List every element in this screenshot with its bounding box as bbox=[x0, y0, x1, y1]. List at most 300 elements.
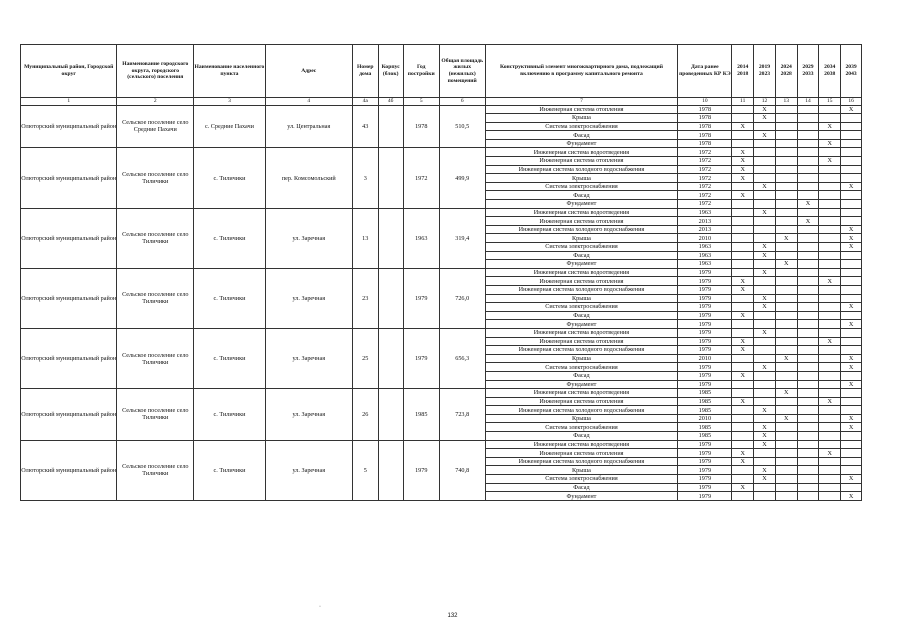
col-number: 12 bbox=[754, 98, 776, 106]
build-year-cell: 1972 bbox=[403, 148, 439, 208]
build-year-cell: 1979 bbox=[403, 440, 439, 500]
period-mark-cell: X bbox=[841, 363, 862, 372]
period-mark-cell bbox=[732, 260, 754, 269]
col-number: 10 bbox=[678, 98, 732, 106]
prev-repair-date-cell: 1972 bbox=[678, 200, 732, 209]
period-mark-cell bbox=[797, 449, 819, 458]
period-mark-cell bbox=[819, 251, 841, 260]
district-cell: Олюторский муниципальный район bbox=[21, 389, 117, 441]
period-mark-cell: X bbox=[841, 380, 862, 389]
period-mark-cell bbox=[775, 311, 797, 320]
area-cell: 723,8 bbox=[439, 389, 485, 441]
period-mark-cell bbox=[797, 243, 819, 252]
period-mark-cell bbox=[732, 200, 754, 209]
period-mark-cell: X bbox=[732, 277, 754, 286]
col-header-address: Адрес bbox=[265, 45, 352, 98]
col-number: 16 bbox=[841, 98, 862, 106]
col-header-period-1: 2014 2018 bbox=[732, 45, 754, 98]
col-number: 4б bbox=[378, 98, 403, 106]
period-mark-cell bbox=[819, 260, 841, 269]
period-mark-cell bbox=[797, 406, 819, 415]
period-mark-cell: X bbox=[754, 208, 776, 217]
period-mark-cell bbox=[797, 380, 819, 389]
prev-repair-date-cell: 1978 bbox=[678, 114, 732, 123]
period-mark-cell bbox=[732, 105, 754, 114]
period-mark-cell bbox=[797, 277, 819, 286]
element-cell: Инженерная система холодного водоснабжения bbox=[485, 406, 678, 415]
period-mark-cell bbox=[841, 139, 862, 148]
period-mark-cell: X bbox=[841, 320, 862, 329]
period-mark-cell bbox=[841, 208, 862, 217]
prev-repair-date-cell: 1963 bbox=[678, 260, 732, 269]
period-mark-cell bbox=[797, 260, 819, 269]
period-mark-cell bbox=[732, 182, 754, 191]
col-header-block: Корпус (блок) bbox=[378, 45, 403, 98]
period-mark-cell: X bbox=[775, 234, 797, 243]
period-mark-cell bbox=[819, 466, 841, 475]
col-header-area: Общая площадь жилых (нежилых) помещений bbox=[439, 45, 485, 98]
period-mark-cell bbox=[841, 397, 862, 406]
period-mark-cell bbox=[775, 440, 797, 449]
element-cell: Система электроснабжения bbox=[485, 122, 678, 131]
period-mark-cell bbox=[775, 191, 797, 200]
period-mark-cell bbox=[797, 346, 819, 355]
prev-repair-date-cell: 1979 bbox=[678, 371, 732, 380]
period-mark-cell: X bbox=[797, 217, 819, 226]
period-mark-cell bbox=[775, 406, 797, 415]
element-cell: Крыша bbox=[485, 174, 678, 183]
period-mark-cell bbox=[819, 311, 841, 320]
period-mark-cell bbox=[775, 277, 797, 286]
prev-repair-date-cell: 1979 bbox=[678, 483, 732, 492]
period-mark-cell bbox=[754, 354, 776, 363]
prev-repair-date-cell: 1972 bbox=[678, 182, 732, 191]
element-cell: Инженерная система водоотведения bbox=[485, 328, 678, 337]
col-header-prev-date: Дата ранее проведенных КР КЭ bbox=[678, 45, 732, 98]
period-mark-cell bbox=[819, 234, 841, 243]
period-mark-cell bbox=[754, 260, 776, 269]
period-mark-cell bbox=[775, 423, 797, 432]
prev-repair-date-cell: 1972 bbox=[678, 157, 732, 166]
period-mark-cell bbox=[732, 440, 754, 449]
period-mark-cell: X bbox=[841, 243, 862, 252]
address-cell: ул. Центральная bbox=[265, 105, 352, 148]
element-cell: Система электроснабжения bbox=[485, 243, 678, 252]
period-mark-cell bbox=[841, 191, 862, 200]
period-mark-cell bbox=[819, 440, 841, 449]
locality-cell: с. Тиличики bbox=[194, 208, 266, 268]
prev-repair-date-cell: 2013 bbox=[678, 217, 732, 226]
period-mark-cell: X bbox=[732, 483, 754, 492]
period-mark-cell bbox=[775, 492, 797, 501]
locality-cell: с. Тиличики bbox=[194, 440, 266, 500]
period-mark-cell bbox=[754, 285, 776, 294]
period-mark-cell bbox=[841, 371, 862, 380]
block-cell bbox=[378, 148, 403, 208]
period-mark-cell bbox=[841, 294, 862, 303]
prev-repair-date-cell: 1979 bbox=[678, 294, 732, 303]
period-mark-cell bbox=[797, 285, 819, 294]
prev-repair-date-cell: 1979 bbox=[678, 337, 732, 346]
period-mark-cell bbox=[775, 320, 797, 329]
period-mark-cell: X bbox=[754, 243, 776, 252]
period-mark-cell: X bbox=[819, 122, 841, 131]
period-mark-cell bbox=[841, 389, 862, 398]
block-cell bbox=[378, 208, 403, 268]
repair-program-table bbox=[20, 44, 862, 501]
period-mark-cell bbox=[775, 217, 797, 226]
period-mark-cell: X bbox=[754, 114, 776, 123]
prev-repair-date-cell: 1979 bbox=[678, 328, 732, 337]
table-row bbox=[21, 440, 862, 449]
period-mark-cell bbox=[819, 191, 841, 200]
period-mark-cell: X bbox=[754, 294, 776, 303]
period-mark-cell bbox=[732, 492, 754, 501]
period-mark-cell bbox=[841, 165, 862, 174]
period-mark-cell bbox=[754, 191, 776, 200]
element-cell: Инженерная система отопления bbox=[485, 105, 678, 114]
element-cell: Фасад bbox=[485, 311, 678, 320]
table-row bbox=[21, 105, 862, 114]
period-mark-cell bbox=[732, 251, 754, 260]
period-mark-cell bbox=[732, 294, 754, 303]
element-cell: Фундамент bbox=[485, 260, 678, 269]
period-mark-cell: X bbox=[732, 337, 754, 346]
element-cell: Инженерная система отопления bbox=[485, 397, 678, 406]
period-mark-cell bbox=[819, 208, 841, 217]
period-mark-cell bbox=[819, 320, 841, 329]
period-mark-cell bbox=[819, 457, 841, 466]
period-mark-cell bbox=[775, 483, 797, 492]
period-mark-cell bbox=[775, 346, 797, 355]
period-mark-cell bbox=[775, 174, 797, 183]
period-mark-cell: X bbox=[775, 354, 797, 363]
period-mark-cell bbox=[841, 483, 862, 492]
period-mark-cell bbox=[819, 217, 841, 226]
period-mark-cell bbox=[797, 389, 819, 398]
block-cell bbox=[378, 328, 403, 388]
period-mark-cell bbox=[775, 303, 797, 312]
col-header-year: Год постройки bbox=[403, 45, 439, 98]
area-cell: 740,8 bbox=[439, 440, 485, 500]
district-cell: Олюторский муниципальный район bbox=[21, 105, 117, 148]
period-mark-cell: X bbox=[754, 432, 776, 441]
col-header-period-2: 2019 2023 bbox=[754, 45, 776, 98]
period-mark-cell bbox=[732, 208, 754, 217]
period-mark-cell bbox=[797, 139, 819, 148]
period-mark-cell bbox=[819, 380, 841, 389]
period-mark-cell bbox=[732, 217, 754, 226]
period-mark-cell: X bbox=[732, 165, 754, 174]
locality-cell: с. Тиличики bbox=[194, 268, 266, 328]
period-mark-cell bbox=[797, 311, 819, 320]
settlement-cell: Сельское поселение село Тиличики bbox=[117, 268, 194, 328]
period-mark-cell bbox=[775, 200, 797, 209]
prev-repair-date-cell: 1979 bbox=[678, 457, 732, 466]
block-cell bbox=[378, 389, 403, 441]
period-mark-cell: X bbox=[775, 389, 797, 398]
period-mark-cell bbox=[841, 449, 862, 458]
period-mark-cell bbox=[754, 225, 776, 234]
period-mark-cell: X bbox=[732, 122, 754, 131]
period-mark-cell bbox=[754, 380, 776, 389]
period-mark-cell bbox=[797, 440, 819, 449]
period-mark-cell bbox=[775, 380, 797, 389]
period-mark-cell bbox=[732, 234, 754, 243]
period-mark-cell bbox=[841, 122, 862, 131]
prev-repair-date-cell: 1979 bbox=[678, 311, 732, 320]
period-mark-cell bbox=[797, 423, 819, 432]
house-number-cell: 13 bbox=[352, 208, 378, 268]
period-mark-cell bbox=[819, 174, 841, 183]
prev-repair-date-cell: 1972 bbox=[678, 174, 732, 183]
period-mark-cell: X bbox=[732, 148, 754, 157]
period-mark-cell: X bbox=[819, 157, 841, 166]
period-mark-cell bbox=[841, 346, 862, 355]
col-number: 5 bbox=[403, 98, 439, 106]
column-number-row bbox=[21, 98, 862, 106]
prev-repair-date-cell: 1985 bbox=[678, 432, 732, 441]
period-mark-cell bbox=[754, 217, 776, 226]
period-mark-cell bbox=[732, 475, 754, 484]
prev-repair-date-cell: 1979 bbox=[678, 268, 732, 277]
period-mark-cell bbox=[819, 483, 841, 492]
period-mark-cell bbox=[797, 105, 819, 114]
prev-repair-date-cell: 1963 bbox=[678, 251, 732, 260]
prev-repair-date-cell: 1985 bbox=[678, 406, 732, 415]
element-cell: Инженерная система холодного водоснабжения bbox=[485, 165, 678, 174]
period-mark-cell bbox=[819, 243, 841, 252]
period-mark-cell bbox=[797, 475, 819, 484]
address-cell: ул. Заречная bbox=[265, 328, 352, 388]
period-mark-cell bbox=[754, 371, 776, 380]
period-mark-cell bbox=[819, 354, 841, 363]
area-cell: 319,4 bbox=[439, 208, 485, 268]
period-mark-cell bbox=[819, 268, 841, 277]
period-mark-cell: X bbox=[819, 337, 841, 346]
area-cell: 726,0 bbox=[439, 268, 485, 328]
prev-repair-date-cell: 1979 bbox=[678, 380, 732, 389]
house-number-cell: 26 bbox=[352, 389, 378, 441]
col-number: 4 bbox=[265, 98, 352, 106]
period-mark-cell bbox=[819, 475, 841, 484]
prev-repair-date-cell: 1979 bbox=[678, 303, 732, 312]
period-mark-cell bbox=[732, 320, 754, 329]
prev-repair-date-cell: 1972 bbox=[678, 148, 732, 157]
period-mark-cell bbox=[754, 234, 776, 243]
element-cell: Крыша bbox=[485, 414, 678, 423]
address-cell: ул. Заречная bbox=[265, 208, 352, 268]
element-cell: Фасад bbox=[485, 432, 678, 441]
period-mark-cell bbox=[775, 105, 797, 114]
period-mark-cell bbox=[841, 328, 862, 337]
prev-repair-date-cell: 1979 bbox=[678, 320, 732, 329]
element-cell: Инженерная система водоотведения bbox=[485, 148, 678, 157]
period-mark-cell: X bbox=[732, 397, 754, 406]
element-cell: Фундамент bbox=[485, 320, 678, 329]
period-mark-cell: X bbox=[732, 157, 754, 166]
period-mark-cell bbox=[754, 157, 776, 166]
period-mark-cell: X bbox=[754, 475, 776, 484]
house-number-cell: 5 bbox=[352, 440, 378, 500]
period-mark-cell: X bbox=[754, 466, 776, 475]
col-header-locality: Наименование населенного пункта bbox=[194, 45, 266, 98]
period-mark-cell bbox=[797, 320, 819, 329]
period-mark-cell bbox=[797, 174, 819, 183]
period-mark-cell bbox=[775, 363, 797, 372]
period-mark-cell bbox=[754, 346, 776, 355]
period-mark-cell bbox=[819, 303, 841, 312]
period-mark-cell bbox=[819, 105, 841, 114]
prev-repair-date-cell: 2010 bbox=[678, 414, 732, 423]
element-cell: Инженерная система водоотведения bbox=[485, 389, 678, 398]
period-mark-cell bbox=[797, 157, 819, 166]
period-mark-cell bbox=[841, 157, 862, 166]
period-mark-cell bbox=[754, 483, 776, 492]
period-mark-cell bbox=[732, 328, 754, 337]
element-cell: Система электроснабжения bbox=[485, 363, 678, 372]
period-mark-cell bbox=[841, 440, 862, 449]
element-cell: Инженерная система отопления bbox=[485, 217, 678, 226]
period-mark-cell bbox=[841, 251, 862, 260]
period-mark-cell bbox=[732, 225, 754, 234]
period-mark-cell bbox=[819, 225, 841, 234]
block-cell bbox=[378, 105, 403, 148]
period-mark-cell bbox=[732, 139, 754, 148]
period-mark-cell bbox=[775, 131, 797, 140]
col-header-period-5: 2034 2038 bbox=[819, 45, 841, 98]
period-mark-cell bbox=[841, 337, 862, 346]
element-cell: Фасад bbox=[485, 371, 678, 380]
period-mark-cell: X bbox=[819, 277, 841, 286]
period-mark-cell bbox=[797, 148, 819, 157]
prev-repair-date-cell: 1979 bbox=[678, 475, 732, 484]
period-mark-cell bbox=[775, 208, 797, 217]
col-number: 2 bbox=[117, 98, 194, 106]
element-cell: Инженерная система холодного водоснабжения bbox=[485, 225, 678, 234]
period-mark-cell bbox=[775, 182, 797, 191]
period-mark-cell: X bbox=[732, 457, 754, 466]
period-mark-cell bbox=[797, 114, 819, 123]
prev-repair-date-cell: 1979 bbox=[678, 277, 732, 286]
prev-repair-date-cell: 1979 bbox=[678, 440, 732, 449]
period-mark-cell bbox=[819, 371, 841, 380]
element-cell: Система электроснабжения bbox=[485, 303, 678, 312]
period-mark-cell bbox=[797, 131, 819, 140]
table-row bbox=[21, 148, 862, 157]
settlement-cell: Сельское поселение село Тиличики bbox=[117, 328, 194, 388]
period-mark-cell: X bbox=[732, 346, 754, 355]
period-mark-cell bbox=[797, 328, 819, 337]
element-cell: Фундамент bbox=[485, 139, 678, 148]
period-mark-cell: X bbox=[754, 406, 776, 415]
period-mark-cell bbox=[732, 466, 754, 475]
element-cell: Система электроснабжения bbox=[485, 423, 678, 432]
col-number: 15 bbox=[819, 98, 841, 106]
period-mark-cell bbox=[754, 414, 776, 423]
period-mark-cell bbox=[841, 268, 862, 277]
period-mark-cell bbox=[841, 174, 862, 183]
district-cell: Олюторский муниципальный район bbox=[21, 328, 117, 388]
period-mark-cell bbox=[775, 475, 797, 484]
period-mark-cell bbox=[732, 380, 754, 389]
element-cell: Крыша bbox=[485, 234, 678, 243]
period-mark-cell bbox=[754, 174, 776, 183]
period-mark-cell bbox=[797, 234, 819, 243]
period-mark-cell: X bbox=[841, 225, 862, 234]
period-mark-cell bbox=[819, 285, 841, 294]
period-mark-cell bbox=[797, 182, 819, 191]
period-mark-cell bbox=[775, 371, 797, 380]
period-mark-cell bbox=[797, 191, 819, 200]
period-mark-cell: X bbox=[754, 440, 776, 449]
period-mark-cell bbox=[775, 165, 797, 174]
house-number-cell: 23 bbox=[352, 268, 378, 328]
period-mark-cell bbox=[754, 122, 776, 131]
period-mark-cell bbox=[819, 165, 841, 174]
period-mark-cell bbox=[754, 200, 776, 209]
settlement-cell: Сельское поселение село Тиличики bbox=[117, 389, 194, 441]
period-mark-cell: X bbox=[775, 414, 797, 423]
period-mark-cell bbox=[732, 131, 754, 140]
header-row bbox=[21, 45, 862, 98]
period-mark-cell: X bbox=[841, 414, 862, 423]
col-number: 11 bbox=[732, 98, 754, 106]
prev-repair-date-cell: 1978 bbox=[678, 131, 732, 140]
period-mark-cell bbox=[754, 148, 776, 157]
period-mark-cell: X bbox=[841, 105, 862, 114]
period-mark-cell bbox=[732, 432, 754, 441]
period-mark-cell bbox=[819, 328, 841, 337]
prev-repair-date-cell: 1963 bbox=[678, 208, 732, 217]
col-number: 4a bbox=[352, 98, 378, 106]
period-mark-cell bbox=[732, 406, 754, 415]
build-year-cell: 1963 bbox=[403, 208, 439, 268]
prev-repair-date-cell: 1979 bbox=[678, 346, 732, 355]
element-cell: Инженерная система отопления bbox=[485, 277, 678, 286]
element-cell: Инженерная система отопления bbox=[485, 337, 678, 346]
period-mark-cell: X bbox=[819, 397, 841, 406]
col-header-house: Номер дома bbox=[352, 45, 378, 98]
period-mark-cell: X bbox=[732, 174, 754, 183]
period-mark-cell bbox=[841, 114, 862, 123]
period-mark-cell bbox=[797, 371, 819, 380]
address-cell: ул. Заречная bbox=[265, 389, 352, 441]
period-mark-cell bbox=[819, 363, 841, 372]
col-number: 6 bbox=[439, 98, 485, 106]
block-cell bbox=[378, 440, 403, 500]
element-cell: Фасад bbox=[485, 251, 678, 260]
period-mark-cell bbox=[732, 354, 754, 363]
period-mark-cell bbox=[797, 397, 819, 406]
period-mark-cell bbox=[797, 251, 819, 260]
period-mark-cell bbox=[819, 114, 841, 123]
period-mark-cell bbox=[732, 423, 754, 432]
address-cell: пер. Комсомольский bbox=[265, 148, 352, 208]
address-cell: ул. Заречная bbox=[265, 268, 352, 328]
period-mark-cell bbox=[797, 208, 819, 217]
period-mark-cell bbox=[754, 457, 776, 466]
prev-repair-date-cell: 1979 bbox=[678, 449, 732, 458]
house-number-cell: 25 bbox=[352, 328, 378, 388]
period-mark-cell: X bbox=[754, 268, 776, 277]
period-mark-cell: X bbox=[754, 182, 776, 191]
area-cell: 499,9 bbox=[439, 148, 485, 208]
period-mark-cell: X bbox=[754, 131, 776, 140]
table-row bbox=[21, 268, 862, 277]
period-mark-cell bbox=[775, 457, 797, 466]
period-mark-cell bbox=[797, 432, 819, 441]
